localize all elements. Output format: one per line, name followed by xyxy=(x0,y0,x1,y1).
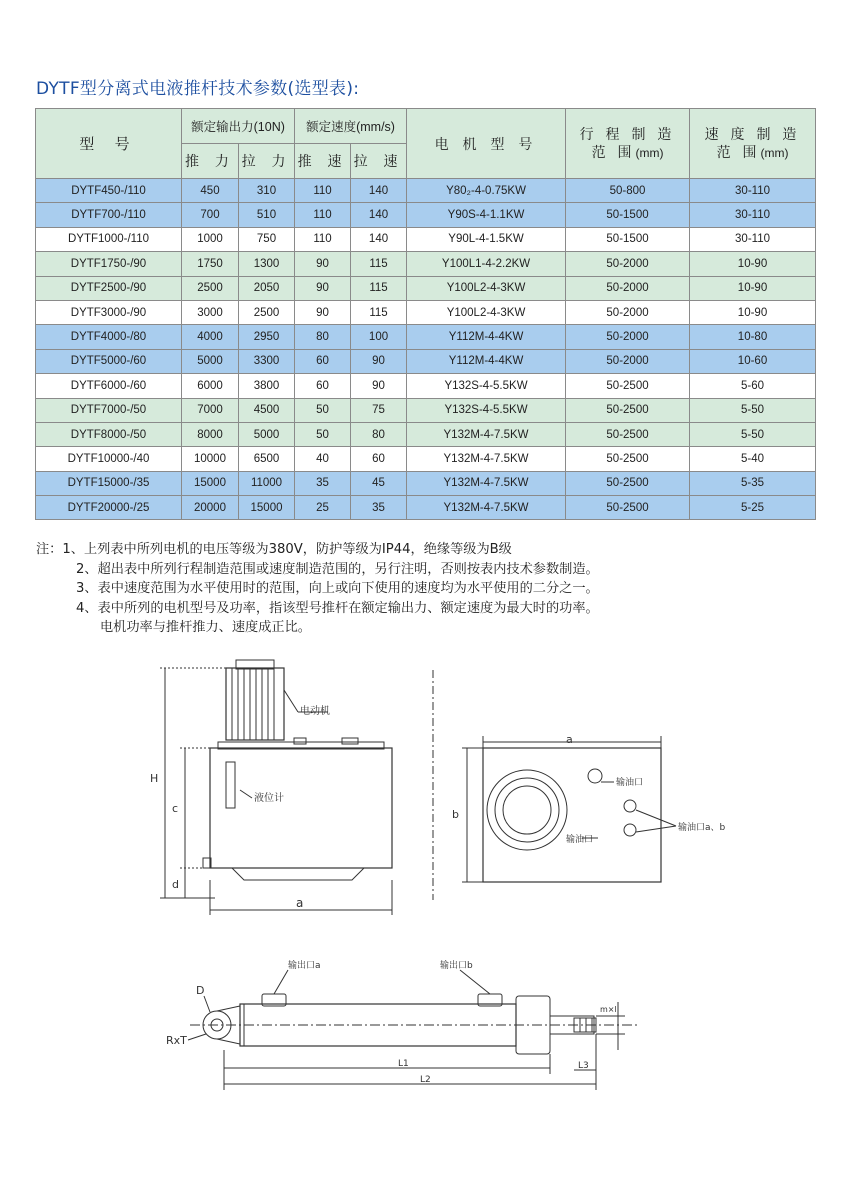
header-stroke-unit: (mm) xyxy=(635,146,664,160)
cell-pull: 15000 xyxy=(239,496,295,520)
cell-stroke: 50-2500 xyxy=(566,496,690,520)
cell-model: DYTF8000-/50 xyxy=(36,422,182,446)
cell-motor: Y100L2-4-3KW xyxy=(407,276,566,300)
label-dim-a: a xyxy=(296,896,304,910)
note-5: 电机功率与推杆推力、速度成正比。 xyxy=(100,620,311,635)
label-dim-L2: L2 xyxy=(420,1075,431,1085)
header-pull-speed: 拉 速 xyxy=(351,144,407,179)
cell-push: 8000 xyxy=(182,422,239,446)
cell-push-speed: 110 xyxy=(295,203,351,227)
cell-pull-speed: 90 xyxy=(351,349,407,373)
cell-push-speed: 90 xyxy=(295,252,351,276)
label-dim-D: D xyxy=(196,984,205,997)
cell-push: 1750 xyxy=(182,252,239,276)
cell-speed: 5-35 xyxy=(690,471,816,495)
cell-motor: Y112M-4-4KW xyxy=(407,325,566,349)
header-push-speed: 推 速 xyxy=(295,144,351,179)
cell-push: 2500 xyxy=(182,276,239,300)
cell-push: 3000 xyxy=(182,300,239,324)
cell-motor: Y100L1-4-2.2KW xyxy=(407,252,566,276)
cell-stroke: 50-2500 xyxy=(566,422,690,446)
cell-motor: Y132S-4-5.5KW xyxy=(407,398,566,422)
cell-speed: 5-50 xyxy=(690,398,816,422)
cell-pull-speed: 45 xyxy=(351,471,407,495)
cell-speed: 30-110 xyxy=(690,179,816,203)
cell-push-speed: 60 xyxy=(295,349,351,373)
label-dim-RxT: RxT xyxy=(166,1034,187,1047)
cell-pull: 2950 xyxy=(239,325,295,349)
cell-push-speed: 40 xyxy=(295,447,351,471)
cell-pull: 6500 xyxy=(239,447,295,471)
cell-motor: Y132M-4-7.5KW xyxy=(407,496,566,520)
cell-speed: 10-60 xyxy=(690,349,816,373)
cell-speed: 10-90 xyxy=(690,276,816,300)
note-3: 3、表中速度范围为水平使用时的范围，向上或向下使用的速度均为水平使用的二分之一。 xyxy=(76,581,599,596)
cell-stroke: 50-2500 xyxy=(566,374,690,398)
cell-motor: Y112M-4-4KW xyxy=(407,349,566,373)
cell-stroke: 50-800 xyxy=(566,179,690,203)
cell-motor: Y132M-4-7.5KW xyxy=(407,422,566,446)
cell-stroke: 50-2000 xyxy=(566,252,690,276)
header-rated-force: 额定输出力(10N) xyxy=(182,109,295,144)
cell-pull: 4500 xyxy=(239,398,295,422)
cell-stroke: 50-2000 xyxy=(566,276,690,300)
label-dim-h: H xyxy=(150,772,159,785)
cell-pull: 510 xyxy=(239,203,295,227)
cell-push-speed: 50 xyxy=(295,422,351,446)
cell-pull-speed: 80 xyxy=(351,422,407,446)
cell-model: DYTF6000-/60 xyxy=(36,374,182,398)
cell-stroke: 50-2000 xyxy=(566,325,690,349)
cell-speed: 30-110 xyxy=(690,227,816,251)
cell-pull: 310 xyxy=(239,179,295,203)
cell-speed: 5-60 xyxy=(690,374,816,398)
cell-push-speed: 25 xyxy=(295,496,351,520)
cell-pull: 2050 xyxy=(239,276,295,300)
cell-pull-speed: 60 xyxy=(351,447,407,471)
cell-speed: 5-50 xyxy=(690,422,816,446)
cell-pull-speed: 90 xyxy=(351,374,407,398)
cell-speed: 5-25 xyxy=(690,496,816,520)
cell-model: DYTF5000-/60 xyxy=(36,349,182,373)
cell-model: DYTF700-/110 xyxy=(36,203,182,227)
cell-push: 700 xyxy=(182,203,239,227)
header-pull: 拉 力 xyxy=(239,144,295,179)
cell-push-speed: 110 xyxy=(295,227,351,251)
cell-push: 10000 xyxy=(182,447,239,471)
cell-speed: 5-40 xyxy=(690,447,816,471)
cell-stroke: 50-2500 xyxy=(566,447,690,471)
cell-push: 20000 xyxy=(182,496,239,520)
label-oil-hole-2: 输油口 xyxy=(566,835,594,845)
cell-model: DYTF1000-/110 xyxy=(36,227,182,251)
label-ports: 输油口a、b xyxy=(678,823,726,833)
label-dim-L3: L3 xyxy=(578,1061,589,1071)
cell-speed: 10-90 xyxy=(690,300,816,324)
cell-motor: Y80₂-4-0.75KW xyxy=(407,179,566,203)
cell-motor: Y132M-4-7.5KW xyxy=(407,471,566,495)
header-speed-line1: 速 度 制 造 xyxy=(704,126,801,142)
cell-model: DYTF2500-/90 xyxy=(36,276,182,300)
cell-stroke: 50-2500 xyxy=(566,471,690,495)
cell-pull: 11000 xyxy=(239,471,295,495)
cell-pull: 750 xyxy=(239,227,295,251)
label-dim-a2: a xyxy=(566,733,573,746)
cell-push-speed: 90 xyxy=(295,300,351,324)
cell-push: 4000 xyxy=(182,325,239,349)
cell-pull-speed: 115 xyxy=(351,252,407,276)
cell-pull: 3800 xyxy=(239,374,295,398)
cell-pull: 5000 xyxy=(239,422,295,446)
page-title: DYTF型分离式电液推杆技术参数(选型表): xyxy=(36,79,360,99)
cell-model: DYTF1750-/90 xyxy=(36,252,182,276)
cell-pull-speed: 100 xyxy=(351,325,407,349)
label-oil-hole-1: 输油口 xyxy=(616,778,644,788)
cell-stroke: 50-1500 xyxy=(566,203,690,227)
label-dim-c: c xyxy=(172,802,179,815)
header-stroke-line2: 范 围 xyxy=(591,144,636,160)
cell-pull-speed: 140 xyxy=(351,203,407,227)
label-dim-b: b xyxy=(452,808,459,821)
cell-model: DYTF7000-/50 xyxy=(36,398,182,422)
label-dim-d: d xyxy=(172,878,179,891)
cell-pull-speed: 115 xyxy=(351,300,407,324)
cell-push: 5000 xyxy=(182,349,239,373)
cell-pull-speed: 140 xyxy=(351,227,407,251)
cell-push-speed: 80 xyxy=(295,325,351,349)
label-dim-L1: L1 xyxy=(398,1059,409,1069)
cell-stroke: 50-2000 xyxy=(566,349,690,373)
cell-pull: 3300 xyxy=(239,349,295,373)
cell-push-speed: 35 xyxy=(295,471,351,495)
note-4: 4、表中所列的电机型号及功率，指该型号推杆在额定输出力、额定速度为最大时的功率。 xyxy=(76,600,599,616)
cell-model: DYTF4000-/80 xyxy=(36,325,182,349)
cell-pull-speed: 35 xyxy=(351,496,407,520)
cell-push-speed: 60 xyxy=(295,374,351,398)
cell-model: DYTF3000-/90 xyxy=(36,300,182,324)
header-stroke-line1: 行 程 制 造 xyxy=(579,126,676,142)
cell-model: DYTF20000-/25 xyxy=(36,496,182,520)
cell-motor: Y90L-4-1.5KW xyxy=(407,227,566,251)
cell-push: 1000 xyxy=(182,227,239,251)
cell-model: DYTF450-/110 xyxy=(36,179,182,203)
label-motor: 电动机 xyxy=(300,706,330,717)
note-1: 注：1、上列表中所列电机的电压等级为380V，防护等级为IP44，绝缘等级为B级 xyxy=(36,542,512,557)
header-rated-speed: 额定速度(mm/s) xyxy=(295,109,407,144)
cell-pull-speed: 75 xyxy=(351,398,407,422)
cell-push-speed: 50 xyxy=(295,398,351,422)
cell-model: DYTF10000-/40 xyxy=(36,447,182,471)
cell-push-speed: 110 xyxy=(295,179,351,203)
header-motor: 电 机 型 号 xyxy=(407,109,566,179)
note-2: 2、超出表中所列行程制造范围或速度制造范围的，另行注明，否则按表内技术参数制造。 xyxy=(76,561,599,577)
cell-push: 7000 xyxy=(182,398,239,422)
cell-speed: 30-110 xyxy=(690,203,816,227)
cell-stroke: 50-2000 xyxy=(566,300,690,324)
header-speed-unit: (mm) xyxy=(760,146,789,160)
label-port-top-1: 输出口a xyxy=(288,961,321,971)
cylinder-view xyxy=(188,970,640,1090)
cell-push: 450 xyxy=(182,179,239,203)
label-port-top-2: 输出口b xyxy=(440,961,473,971)
cell-push: 6000 xyxy=(182,374,239,398)
cell-motor: Y132S-4-5.5KW xyxy=(407,374,566,398)
header-model: 型 号 xyxy=(36,109,182,179)
front-view xyxy=(160,660,392,915)
label-level-gauge: 液位计 xyxy=(254,793,284,804)
cell-motor: Y100L2-4-3KW xyxy=(407,300,566,324)
cell-motor: Y132M-4-7.5KW xyxy=(407,447,566,471)
header-speed-line2: 范 围 xyxy=(716,144,761,160)
cell-speed: 10-80 xyxy=(690,325,816,349)
cell-pull-speed: 115 xyxy=(351,276,407,300)
cell-stroke: 50-1500 xyxy=(566,227,690,251)
cell-push-speed: 90 xyxy=(295,276,351,300)
header-push: 推 力 xyxy=(182,144,239,179)
cell-push: 15000 xyxy=(182,471,239,495)
cell-pull: 2500 xyxy=(239,300,295,324)
cell-pull-speed: 140 xyxy=(351,179,407,203)
cell-speed: 10-90 xyxy=(690,252,816,276)
cell-model: DYTF15000-/35 xyxy=(36,471,182,495)
cell-pull: 1300 xyxy=(239,252,295,276)
cell-stroke: 50-2500 xyxy=(566,398,690,422)
cell-motor: Y90S-4-1.1KW xyxy=(407,203,566,227)
label-dim-m: m×l xyxy=(600,1005,617,1014)
